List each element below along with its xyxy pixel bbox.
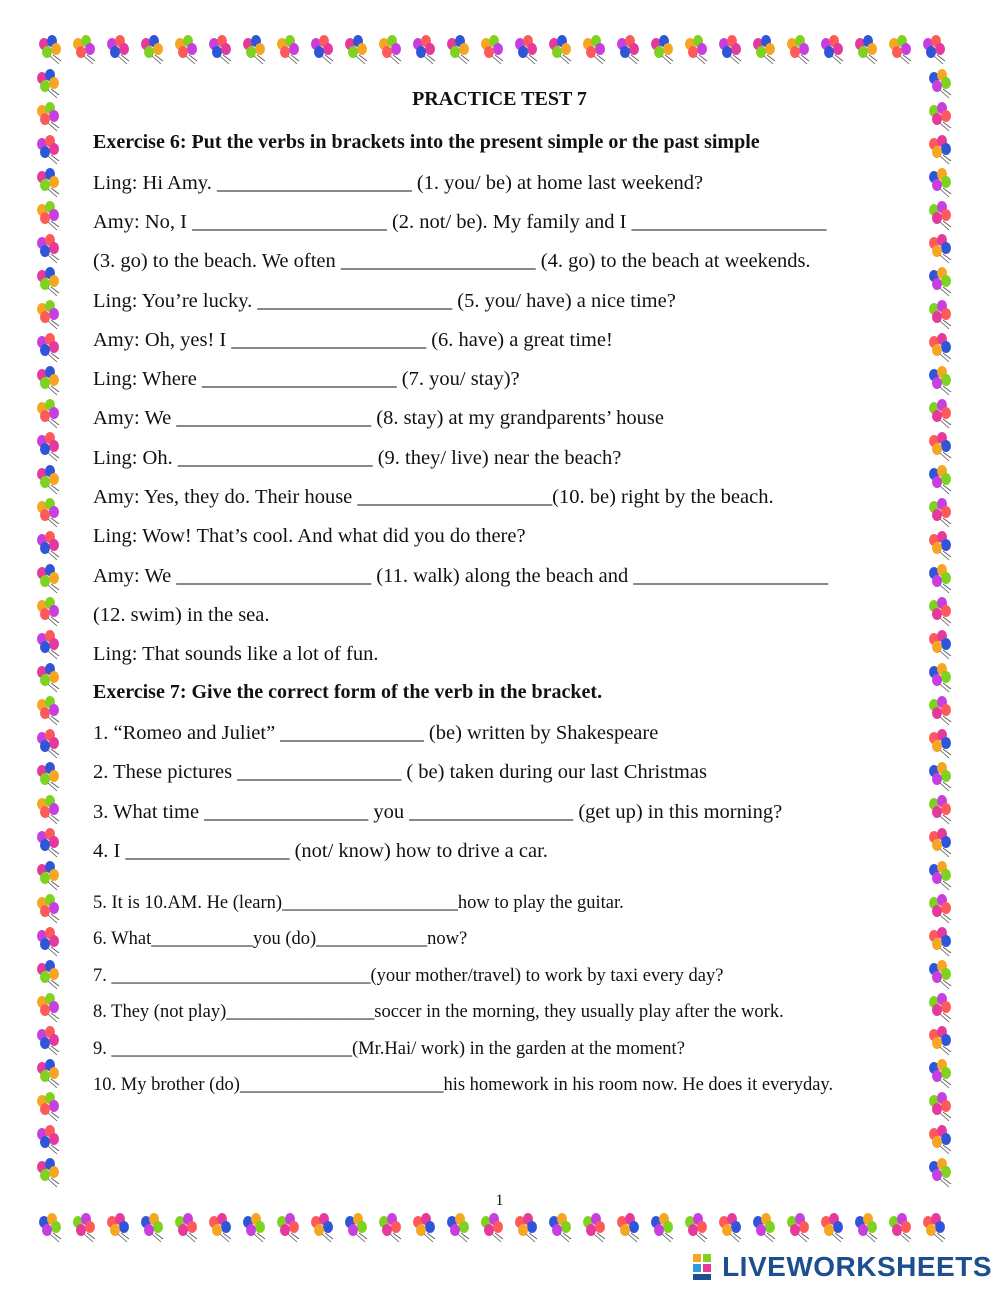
balloon-cluster-icon bbox=[929, 432, 951, 461]
balloon-cluster-icon bbox=[37, 1158, 59, 1187]
balloon-cluster-icon bbox=[929, 267, 951, 296]
exercise-6-line: Ling: Where ___________________ (7. you/ stay)? bbox=[93, 368, 520, 390]
balloon-cluster-icon bbox=[929, 399, 951, 428]
balloon-cluster-icon bbox=[929, 993, 951, 1022]
balloon-cluster-icon bbox=[209, 1213, 231, 1242]
balloon-cluster-icon bbox=[107, 1213, 129, 1242]
balloon-cluster-icon bbox=[929, 927, 951, 956]
balloon-cluster-icon bbox=[447, 1213, 469, 1242]
balloon-cluster-icon bbox=[929, 696, 951, 725]
balloon-cluster-icon bbox=[929, 69, 951, 98]
balloon-cluster-icon bbox=[549, 35, 571, 64]
balloon-cluster-icon bbox=[141, 1213, 163, 1242]
balloon-cluster-icon bbox=[37, 795, 59, 824]
balloon-cluster-icon bbox=[929, 564, 951, 593]
exercise-7-line: 1. “Romeo and Juliet” ______________ (be) written by Shakespeare bbox=[93, 722, 659, 744]
exercise-6-line: Ling: Wow! That’s cool. And what did you do there? bbox=[93, 525, 526, 547]
balloon-cluster-icon bbox=[345, 1213, 367, 1242]
balloon-cluster-icon bbox=[277, 1213, 299, 1242]
exercise-6-line: Ling: That sounds like a lot of fun. bbox=[93, 643, 379, 665]
balloon-cluster-icon bbox=[447, 35, 469, 64]
balloon-cluster-icon bbox=[929, 597, 951, 626]
balloon-cluster-icon bbox=[929, 894, 951, 923]
balloon-cluster-icon bbox=[37, 234, 59, 263]
balloon-cluster-icon bbox=[753, 1213, 775, 1242]
exercise-7-line: 5. It is 10.AM. He (learn)___________________how to play the guitar. bbox=[93, 893, 624, 913]
balloon-cluster-icon bbox=[929, 168, 951, 197]
balloon-cluster-icon bbox=[37, 993, 59, 1022]
balloon-cluster-icon bbox=[617, 1213, 639, 1242]
page-title: PRACTICE TEST 7 bbox=[412, 88, 587, 110]
exercise-7-line: 6. What___________you (do)____________now? bbox=[93, 929, 468, 949]
balloon-cluster-icon bbox=[37, 168, 59, 197]
balloon-cluster-icon bbox=[855, 35, 877, 64]
balloon-cluster-icon bbox=[929, 1026, 951, 1055]
exercise-6-line: Amy: Oh, yes! I ___________________ (6. have) a great time! bbox=[93, 329, 613, 351]
liveworksheets-logo-icon bbox=[692, 1252, 722, 1282]
balloon-cluster-icon bbox=[929, 762, 951, 791]
balloon-cluster-icon bbox=[481, 1213, 503, 1242]
exercise-7-line: 8. They (not play)________________soccer in the morning, they usually play after the work. bbox=[93, 1002, 784, 1022]
balloon-cluster-icon bbox=[39, 35, 61, 64]
balloon-cluster-icon bbox=[37, 267, 59, 296]
balloon-cluster-icon bbox=[929, 465, 951, 494]
balloon-cluster-icon bbox=[37, 366, 59, 395]
balloon-cluster-icon bbox=[37, 102, 59, 131]
balloon-cluster-icon bbox=[37, 861, 59, 890]
balloon-cluster-icon bbox=[243, 35, 265, 64]
balloon-cluster-icon bbox=[929, 630, 951, 659]
exercise-6-line: Ling: Hi Amy. ___________________ (1. you/ be) at home last weekend? bbox=[93, 172, 704, 194]
balloon-cluster-icon bbox=[685, 1213, 707, 1242]
balloon-cluster-icon bbox=[37, 927, 59, 956]
balloon-cluster-icon bbox=[37, 894, 59, 923]
balloon-cluster-icon bbox=[277, 35, 299, 64]
balloon-cluster-icon bbox=[413, 35, 435, 64]
balloon-cluster-icon bbox=[929, 366, 951, 395]
balloon-cluster-icon bbox=[685, 35, 707, 64]
balloon-cluster-icon bbox=[37, 1125, 59, 1154]
balloon-cluster-icon bbox=[719, 35, 741, 64]
balloon-cluster-icon bbox=[929, 1092, 951, 1121]
balloon-cluster-icon bbox=[37, 300, 59, 329]
balloon-cluster-icon bbox=[929, 201, 951, 230]
exercise-6-heading: Exercise 6: Put the verbs in brackets into the present simple or the past simple bbox=[93, 131, 760, 153]
balloon-cluster-icon bbox=[37, 1059, 59, 1088]
exercise-7-line: 10. My brother (do)______________________his homework in his room now. He does it everyday. bbox=[93, 1075, 834, 1095]
balloon-cluster-icon bbox=[651, 1213, 673, 1242]
balloon-cluster-icon bbox=[379, 35, 401, 64]
balloon-cluster-icon bbox=[37, 729, 59, 758]
balloon-cluster-icon bbox=[929, 729, 951, 758]
balloon-cluster-icon bbox=[209, 35, 231, 64]
balloon-cluster-icon bbox=[929, 828, 951, 857]
exercise-7-line: 2. These pictures ________________ ( be) taken during our last Christmas bbox=[93, 761, 707, 783]
balloon-cluster-icon bbox=[345, 35, 367, 64]
balloon-cluster-icon bbox=[923, 35, 945, 64]
balloon-cluster-icon bbox=[929, 498, 951, 527]
balloon-cluster-icon bbox=[929, 960, 951, 989]
balloon-cluster-icon bbox=[175, 35, 197, 64]
exercise-6-line: Ling: You’re lucky. ___________________ (5. you/ have) a nice time? bbox=[93, 290, 676, 312]
balloon-cluster-icon bbox=[37, 399, 59, 428]
balloon-cluster-icon bbox=[889, 1213, 911, 1242]
exercise-6-line: (12. swim) in the sea. bbox=[93, 604, 270, 626]
balloon-cluster-icon bbox=[37, 465, 59, 494]
balloon-cluster-icon bbox=[549, 1213, 571, 1242]
exercise-7-line: 9. __________________________(Mr.Hai/ work) in the garden at the moment? bbox=[93, 1039, 685, 1059]
balloon-cluster-icon bbox=[929, 663, 951, 692]
liveworksheets-logo[interactable] bbox=[692, 1251, 992, 1283]
balloon-cluster-icon bbox=[515, 35, 537, 64]
balloon-cluster-icon bbox=[583, 35, 605, 64]
balloon-cluster-icon bbox=[855, 1213, 877, 1242]
balloon-cluster-icon bbox=[141, 35, 163, 64]
balloon-cluster-icon bbox=[617, 35, 639, 64]
balloon-cluster-icon bbox=[929, 531, 951, 560]
balloon-cluster-icon bbox=[481, 35, 503, 64]
balloon-cluster-icon bbox=[73, 35, 95, 64]
exercise-6-line: Amy: We ___________________ (8. stay) at my grandparents’ house bbox=[93, 407, 664, 429]
balloon-cluster-icon bbox=[37, 333, 59, 362]
exercise-6-line: Ling: Oh. ___________________ (9. they/ live) near the beach? bbox=[93, 447, 622, 469]
balloon-cluster-icon bbox=[929, 135, 951, 164]
balloon-cluster-icon bbox=[37, 531, 59, 560]
balloon-cluster-icon bbox=[583, 1213, 605, 1242]
balloon-cluster-icon bbox=[889, 35, 911, 64]
balloon-cluster-icon bbox=[787, 1213, 809, 1242]
balloon-cluster-icon bbox=[39, 1213, 61, 1242]
balloon-cluster-icon bbox=[37, 564, 59, 593]
balloon-cluster-icon bbox=[787, 35, 809, 64]
balloon-cluster-icon bbox=[37, 432, 59, 461]
balloon-cluster-icon bbox=[821, 35, 843, 64]
balloon-cluster-icon bbox=[37, 597, 59, 626]
balloon-cluster-icon bbox=[37, 135, 59, 164]
balloon-cluster-icon bbox=[929, 795, 951, 824]
balloon-cluster-icon bbox=[923, 1213, 945, 1242]
balloon-cluster-icon bbox=[37, 762, 59, 791]
balloon-cluster-icon bbox=[37, 696, 59, 725]
balloon-cluster-icon bbox=[379, 1213, 401, 1242]
balloon-cluster-icon bbox=[929, 1125, 951, 1154]
balloon-cluster-icon bbox=[311, 35, 333, 64]
exercise-6-line: Amy: No, I ___________________ (2. not/ be). My family and I ___________________ bbox=[93, 211, 827, 233]
balloon-cluster-icon bbox=[175, 1213, 197, 1242]
exercise-6-line: (3. go) to the beach. We often ___________________ (4. go) to the beach at weekends. bbox=[93, 250, 811, 272]
balloon-cluster-icon bbox=[651, 35, 673, 64]
balloon-cluster-icon bbox=[719, 1213, 741, 1242]
balloon-cluster-icon bbox=[37, 201, 59, 230]
balloon-cluster-icon bbox=[37, 1026, 59, 1055]
balloon-cluster-icon bbox=[929, 300, 951, 329]
balloon-cluster-icon bbox=[107, 35, 129, 64]
balloon-cluster-icon bbox=[37, 828, 59, 857]
balloon-cluster-icon bbox=[311, 1213, 333, 1242]
balloon-cluster-icon bbox=[929, 234, 951, 263]
balloon-cluster-icon bbox=[515, 1213, 537, 1242]
balloon-cluster-icon bbox=[821, 1213, 843, 1242]
balloon-cluster-icon bbox=[37, 498, 59, 527]
exercise-6-line: Amy: We ___________________ (11. walk) along the beach and ___________________ bbox=[93, 565, 829, 587]
balloon-cluster-icon bbox=[243, 1213, 265, 1242]
page-number: 1 bbox=[495, 1192, 504, 1209]
balloon-cluster-icon bbox=[37, 69, 59, 98]
balloon-cluster-icon bbox=[37, 630, 59, 659]
balloon-cluster-icon bbox=[73, 1213, 95, 1242]
balloon-cluster-icon bbox=[929, 102, 951, 131]
balloon-cluster-icon bbox=[929, 1059, 951, 1088]
exercise-7-heading: Exercise 7: Give the correct form of the verb in the bracket. bbox=[93, 681, 603, 703]
balloon-cluster-icon bbox=[929, 861, 951, 890]
liveworksheets-logo-text: LIVEWORKSHEETS bbox=[722, 1251, 992, 1282]
balloon-cluster-icon bbox=[929, 1158, 951, 1187]
balloon-cluster-icon bbox=[929, 333, 951, 362]
exercise-6-line: Amy: Yes, they do. Their house ___________________(10. be) right by the beach. bbox=[93, 486, 774, 508]
balloon-cluster-icon bbox=[753, 35, 775, 64]
balloon-cluster-icon bbox=[37, 1092, 59, 1121]
exercise-7-line: 3. What time ________________ you ________________ (get up) in this morning? bbox=[93, 801, 783, 823]
balloon-cluster-icon bbox=[37, 663, 59, 692]
balloon-cluster-icon bbox=[413, 1213, 435, 1242]
balloon-cluster-icon bbox=[37, 960, 59, 989]
exercise-7-line: 7. ____________________________(your mother/travel) to work by taxi every day? bbox=[93, 966, 724, 986]
exercise-7-line: 4. I ________________ (not/ know) how to drive a car. bbox=[93, 840, 548, 862]
